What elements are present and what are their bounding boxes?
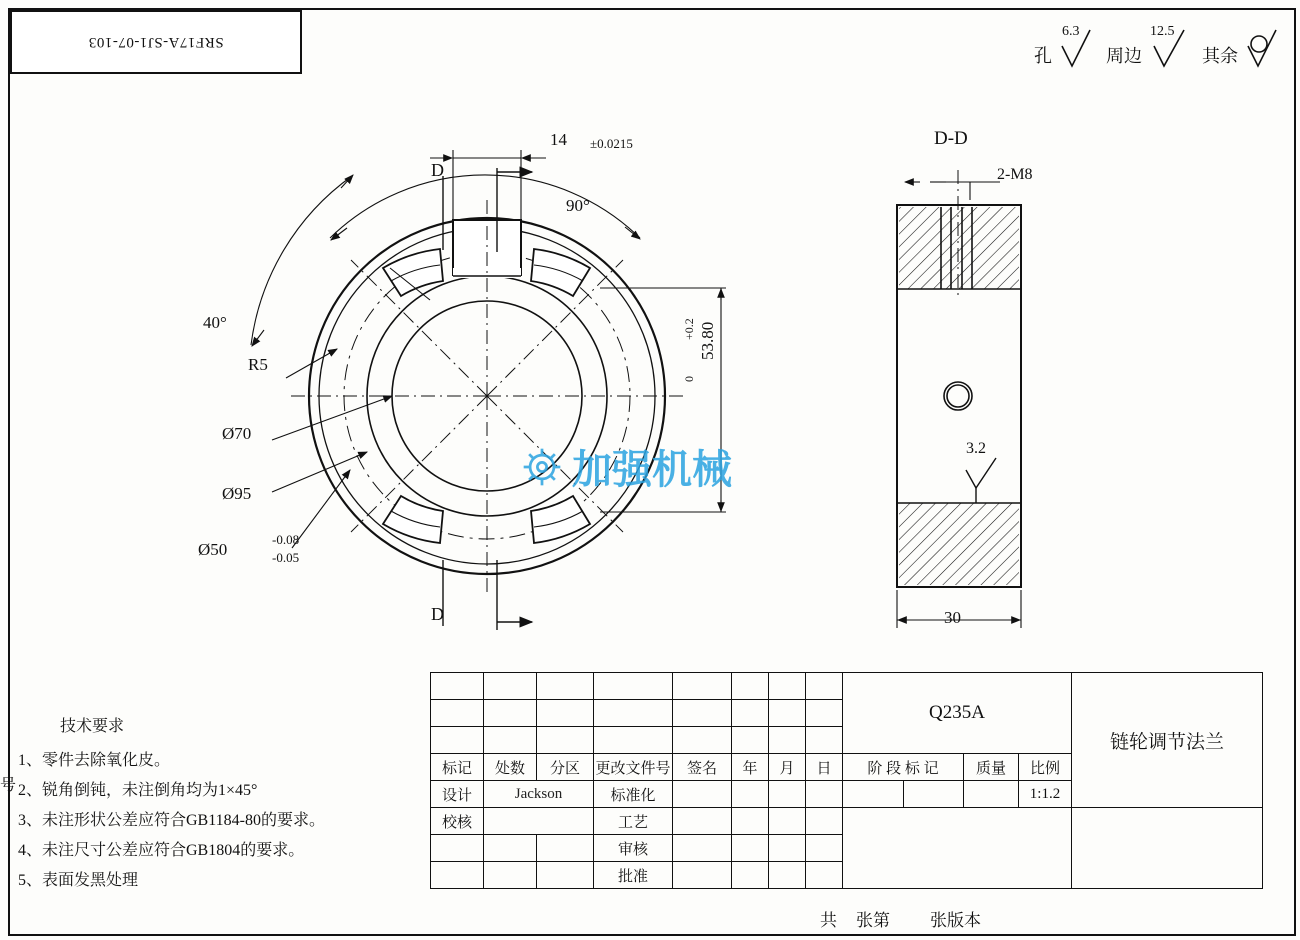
section-mark-d-top: D xyxy=(431,160,444,180)
dim-dia-50-tol-low: -0.05 xyxy=(272,550,300,565)
roughness-other-label: 其余 xyxy=(1202,46,1238,66)
approval-value-approve xyxy=(673,862,732,889)
role-value-check xyxy=(484,808,594,835)
approval-label-review: 审核 xyxy=(594,835,673,862)
sheet-info-total: 共 xyxy=(820,911,837,930)
approval-value-standardization xyxy=(673,781,732,808)
col-header-day: 日 xyxy=(806,754,843,781)
col-header-year: 年 xyxy=(732,754,769,781)
tech-requirement-item: 1、零件去除氧化皮。 xyxy=(18,752,171,769)
section-view-label: D-D xyxy=(934,128,968,149)
section-mark-d-bottom: D xyxy=(431,604,444,624)
drawing-code-text: SRF17A-SJ1-07-103 xyxy=(88,34,224,51)
tech-requirement-item: 2、锐角倒钝，未注倒角均为1×45° xyxy=(18,782,258,799)
col-header-qty: 处数 xyxy=(484,754,537,781)
dim-thickness-30: 30 xyxy=(944,608,961,627)
dim-dia-95: Ø95 xyxy=(222,484,252,503)
sheet-info-page: 张第 xyxy=(856,911,890,930)
col-header-stage: 阶 段 标 记 xyxy=(843,754,964,781)
col-header-month: 月 xyxy=(769,754,806,781)
dim-2-m8: 2-M8 xyxy=(997,166,1033,183)
dim-14-tolerance: ±0.0215 xyxy=(590,136,633,151)
dim-53-80-tol-low: 0 xyxy=(682,376,696,382)
left-margin-char: 号 xyxy=(0,777,17,794)
col-header-zone: 分区 xyxy=(537,754,594,781)
role-label-design: 设计 xyxy=(431,781,484,808)
approval-label-approve: 批准 xyxy=(594,862,673,889)
col-header-scale: 比例 xyxy=(1019,754,1072,781)
approval-value-process xyxy=(673,808,732,835)
dim-53-80: 53.80 xyxy=(698,321,717,360)
dim-dia-50-tol-up: -0.08 xyxy=(272,532,300,547)
dim-angle-90: 90° xyxy=(566,196,590,215)
roughness-perimeter-value: 12.5 xyxy=(1150,24,1175,39)
tech-requirement-item: 3、未注形状公差应符合GB1184-80的要求。 xyxy=(18,812,325,829)
dim-14: 14 xyxy=(550,130,567,149)
dim-53-80-tol-up: +0.2 xyxy=(682,318,696,340)
dim-r5: R5 xyxy=(248,355,268,374)
col-header-change-doc: 更改文件号 xyxy=(594,754,673,781)
col-header-mark: 标记 xyxy=(431,754,484,781)
tech-requirement-item: 5、表面发黑处理 xyxy=(18,872,139,889)
tech-requirement-item: 4、未注尺寸公差应符合GB1804的要求。 xyxy=(18,842,305,859)
watermark xyxy=(520,438,732,495)
role-label-check: 校核 xyxy=(431,808,484,835)
roughness-hole-value: 6.3 xyxy=(1062,24,1080,39)
watermark-text: 加强机械 xyxy=(572,447,732,493)
dim-dia-50: Ø50 xyxy=(198,540,228,559)
roughness-perimeter-label: 周边 xyxy=(1106,46,1142,66)
col-header-signature: 签名 xyxy=(673,754,732,781)
dim-angle-40: 40° xyxy=(203,313,227,332)
table-row xyxy=(431,808,1263,835)
tech-requirements-title: 技术要求 xyxy=(60,718,125,735)
tech-requirements xyxy=(18,712,438,896)
role-value-design: Jackson xyxy=(484,781,594,808)
material-value: Q235A xyxy=(929,702,985,723)
col-header-quality: 质量 xyxy=(964,754,1019,781)
surface-finish-32: 3.2 xyxy=(966,440,986,457)
gear-icon xyxy=(520,445,564,489)
roughness-hole-label: 孔 xyxy=(1034,46,1052,66)
approval-value-review xyxy=(673,835,732,862)
title-block xyxy=(430,672,1263,889)
approval-label-standardization: 标准化 xyxy=(594,781,673,808)
approval-label-process: 工艺 xyxy=(594,808,673,835)
table-row xyxy=(431,673,1263,700)
scale-value: 1:1.2 xyxy=(1019,781,1072,808)
sheet-info-version: 张版本 xyxy=(930,911,981,930)
dim-dia-70: Ø70 xyxy=(222,424,252,443)
part-name: 链轮调节法兰 xyxy=(1109,731,1224,753)
